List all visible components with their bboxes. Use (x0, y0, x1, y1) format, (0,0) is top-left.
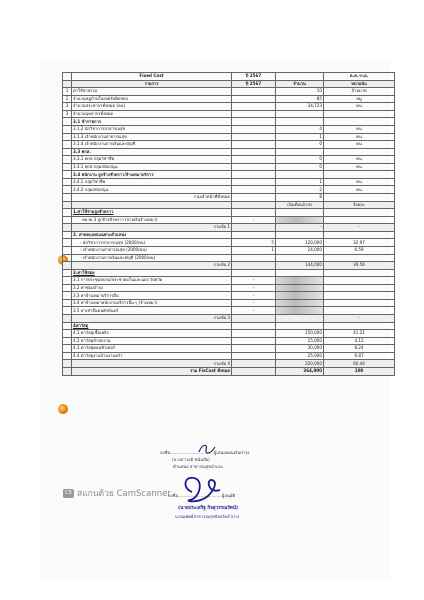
section2-item: - เจ้าพนักงานสาธารณสุข (2000/คน) (72, 246, 232, 254)
row-mid (232, 163, 276, 171)
row-unit: คน (324, 125, 395, 133)
section4-mid (232, 330, 276, 338)
section1-total-label: รวมข้อ 1 (72, 224, 232, 232)
row-item: 3.4.2 กลุ่มสนับสนุน (72, 186, 232, 194)
row-index: 2 (63, 95, 72, 103)
section4-item: 4.2 ค่าวัสดุสำนักงาน (72, 337, 232, 345)
section3-item: 3.1 การประชุมอบรม/ประชาคมในและนอก จังหวัด (72, 277, 232, 285)
row-index (63, 292, 72, 300)
redacted-amount (276, 292, 324, 300)
section4-unit: 41.21 (324, 330, 395, 338)
camscanner-text: สแกนด้วย CamScanner (77, 489, 171, 499)
section3-line (63, 307, 395, 315)
row-index (63, 194, 72, 202)
row-index (63, 337, 72, 345)
section2-item: - เจ้าพนักงานการเงินและบัญชี (2000/คน) (72, 254, 232, 262)
row-mid (232, 178, 276, 186)
section4-unit: 4.12 (324, 337, 395, 345)
row-unit: หมู่ (324, 95, 395, 103)
row-mid (232, 194, 276, 202)
section4-item: 4.4 ค่าวัสดุงานบ้านงานครัว (72, 352, 232, 360)
row-mid (232, 125, 276, 133)
row-index (63, 186, 72, 194)
signature-1-line: ลงชื่อ.................................ผู้เสนอแผนเงินบำรุง (160, 450, 250, 455)
section3-title-row (63, 269, 395, 277)
row-unit: คน (324, 156, 395, 164)
section4-total-unit: 60.44 (324, 360, 395, 368)
section2-line (63, 246, 395, 254)
summary-rows (63, 88, 395, 201)
section2-line (63, 239, 395, 247)
signature-1-position: ตำแหน่ง สาธารณสุขอำเภอ (173, 464, 223, 469)
table-row (63, 186, 395, 194)
column-header-item: รายการ (72, 80, 232, 88)
table-row (63, 118, 395, 126)
section3-total-amount (276, 315, 324, 323)
camscanner-logo-icon: CS (63, 489, 74, 498)
section3-item: 3.5 ค่าเช่าอื่นคนยักษ์นอร์ (72, 307, 232, 315)
row-amount: 10 (276, 88, 324, 96)
section1-mid: - (232, 216, 276, 224)
section4-line (63, 352, 395, 360)
row-item: 3.4 พนักงาน ลูกจ้างชั่วคราว/จ้างเหมาบริการ (72, 171, 232, 179)
table-row (63, 133, 395, 141)
row-index (63, 277, 72, 285)
row-index (63, 178, 72, 186)
section2-lines (63, 239, 395, 262)
section1-line (63, 216, 395, 224)
section4-total-amount: 220,000 (276, 360, 324, 368)
section3-mid: - (232, 292, 276, 300)
section1-title: 1.ค่าใช้จ่ายสูงชั่วคราว (72, 209, 232, 217)
row-mid (232, 88, 276, 96)
row-index (63, 254, 72, 262)
column-header-amount: จำนวน (276, 80, 324, 88)
section1-title-row (63, 209, 395, 217)
table-row (63, 156, 395, 164)
grand-total-label: รวม FixCost ทั้งหมด (72, 367, 232, 375)
grand-total-unit: 100 (324, 367, 395, 375)
row-unit: ล้านบาท (324, 88, 395, 96)
row-index (63, 133, 72, 141)
row-unit: คน (324, 163, 395, 171)
section3-mid: - (232, 307, 276, 315)
table-row (63, 148, 395, 156)
signature-2-position: นายแพทย์สาธารณสุขจังหวัดลำปาง (175, 514, 240, 519)
section2-unit: 6.59 (324, 246, 395, 254)
row-item: จำนวนประชากรทั้งหมด (คน) (72, 103, 232, 111)
section4-total-row (63, 360, 395, 368)
row-item: 3.1 ข้าราชการ (72, 118, 232, 126)
row-unit (324, 194, 395, 202)
row-index (63, 163, 72, 171)
row-index (63, 284, 72, 292)
row-index: 3 (63, 110, 72, 118)
row-amount: 85 (276, 95, 324, 103)
section4-line (63, 330, 395, 338)
row-item: 3.3 พกส. (72, 148, 232, 156)
row-index (63, 246, 72, 254)
signature-2-name: (นายประเสริฐ กิจสุวรรณรัตน์) (178, 506, 239, 511)
section3-unit (324, 277, 395, 285)
section4-line (63, 337, 395, 345)
section1-total-amount: - (276, 224, 324, 232)
section2-title: 2. ค่าตอบแทนเฉพาะตำแหน่ง (72, 231, 232, 239)
row-amount: 34,723 (276, 103, 324, 111)
section2-unit (324, 254, 395, 262)
row-unit: คน (324, 186, 395, 194)
section3-line (63, 292, 395, 300)
signature-2-line: ลงชื่อ.................................ผู้อนุมัติ (168, 493, 236, 498)
table-title: Fixed Cost (72, 73, 232, 81)
row-unit (324, 148, 395, 156)
row-index: 3 (63, 103, 72, 111)
row-amount: 8 (276, 194, 324, 202)
row-item: 3.3.1 พกส.กลุ่มสนับสนุน (72, 163, 232, 171)
table-row (63, 141, 395, 149)
section4-item: 4.3 ค่าวัสดุคอมพิวเตอร์ (72, 345, 232, 353)
row-index (63, 118, 72, 126)
section2-mid: 5 (232, 239, 276, 247)
section4-total-label: รวมข้อ 4 (72, 360, 232, 368)
row-index (63, 148, 72, 156)
table-row (63, 110, 395, 118)
row-mid (232, 110, 276, 118)
row-index (63, 352, 72, 360)
row-amount: 4 (276, 125, 324, 133)
section2-amount: 24,000 (276, 246, 324, 254)
table-row (63, 178, 395, 186)
section4-amount: 30,000 (276, 345, 324, 353)
table-row (63, 163, 395, 171)
section3-mid: - (232, 284, 276, 292)
camscanner-watermark (63, 486, 171, 500)
section3-unit (324, 299, 395, 307)
row-mid (232, 156, 276, 164)
section4-amount: 150,000 (276, 330, 324, 338)
table-row (63, 103, 395, 111)
row-index (63, 345, 72, 353)
section1-total-unit: - (324, 224, 395, 232)
row-mid (232, 171, 276, 179)
grand-total-amount: 364,000 (276, 367, 324, 375)
row-item: รวมเจ้าหน้าที่ทั้งหมด (72, 194, 232, 202)
row-item: จำนวนบุคลากรทั้งหมด (72, 110, 232, 118)
section4-line (63, 345, 395, 353)
section2-total-unit: 39.56 (324, 262, 395, 270)
section4-lines (63, 330, 395, 360)
row-item: ค่าใช้จ่ายรวม (72, 88, 232, 96)
row-unit: คน (324, 141, 395, 149)
table-row (63, 95, 395, 103)
section2-title-row (63, 231, 395, 239)
row-amount: 1 (276, 133, 324, 141)
section3-title: 3.ค่าใช้สอย (72, 269, 232, 277)
section4-mid (232, 352, 276, 360)
section4-title-row (63, 322, 395, 330)
signature-1-name: (นางสาวอธิ ชนันสัย) (172, 457, 210, 462)
row-item: 3.1.2 นักวิชาการสาธารณสุข (72, 125, 232, 133)
row-mid (232, 148, 276, 156)
row-amount: 2 (276, 186, 324, 194)
section3-line (63, 299, 395, 307)
row-item: 3.3.1 พกส.กลุ่มวิชาชีพ (72, 156, 232, 164)
row-index (63, 239, 72, 247)
redacted-amount (276, 277, 324, 285)
row-index: 1 (63, 88, 72, 96)
section2-total-row (63, 262, 395, 270)
unit-label: ต.ค.-ก.ย. (324, 73, 395, 81)
section3-unit (324, 292, 395, 300)
row-amount (276, 110, 324, 118)
column-header-unit: หน่วยนับ (324, 80, 395, 88)
row-unit: คน (324, 178, 395, 186)
row-unit (324, 110, 395, 118)
section1-item: หมวด 3 ลูกจ้างชั่วคราว (จ่ายเงินจ้างเหมา) (72, 216, 232, 224)
table-row (63, 194, 395, 202)
row-item: 3.4.1 กลุ่มวิชาชีพ (72, 178, 232, 186)
column-header-row (63, 80, 395, 88)
section-header-amount: เงินเดือน/บาท (276, 201, 324, 209)
section4-mid (232, 337, 276, 345)
year-label: ปี 2567 (232, 73, 276, 81)
row-amount (276, 171, 324, 179)
section3-item: 3.4 ค่าจ้างเหมาพนักงานบริการอื่น ๆ (จ้างเหมา) (72, 299, 232, 307)
table-row (63, 125, 395, 133)
redacted-amount (276, 307, 324, 315)
table-row (63, 171, 395, 179)
signature-2-scribble (178, 470, 228, 508)
section-header-row (63, 201, 395, 209)
section1-total-row (63, 224, 395, 232)
section2-amount (276, 254, 324, 262)
section3-line (63, 284, 395, 292)
section4-item: 4.1 ค่าวัสดุเชื้อเพลิง (72, 330, 232, 338)
row-unit: คน (324, 133, 395, 141)
row-unit (324, 171, 395, 179)
row-mid (232, 186, 276, 194)
section2-amount: 120,000 (276, 239, 324, 247)
section3-mid: - (232, 277, 276, 285)
row-index (63, 125, 72, 133)
row-mid (232, 133, 276, 141)
punch-hole-decoration (58, 404, 68, 414)
table-row (63, 88, 395, 96)
section4-unit: 8.24 (324, 345, 395, 353)
row-amount: 0 (276, 141, 324, 149)
row-unit: คน (324, 103, 395, 111)
section3-total-unit: - (324, 315, 395, 323)
redacted-amount (276, 299, 324, 307)
row-index (63, 171, 72, 179)
row-amount: 0 (276, 156, 324, 164)
row-mid (232, 118, 276, 126)
row-amount (276, 148, 324, 156)
section3-line (63, 277, 395, 285)
section2-mid (232, 254, 276, 262)
row-index (63, 156, 72, 164)
section3-item: 3.2 ค่าซ่อมบำรุง (72, 284, 232, 292)
section3-mid: - (232, 299, 276, 307)
section3-total-label: รวมข้อ 3 (72, 315, 232, 323)
section2-unit: 32.97 (324, 239, 395, 247)
section2-mid: 1 (232, 246, 276, 254)
section4-unit: 6.87 (324, 352, 395, 360)
row-amount: 0 (276, 163, 324, 171)
section3-lines (63, 277, 395, 315)
row-item: 3.1.3 เจ้าพนักงานสาธารณสุข (72, 133, 232, 141)
grand-total-row (63, 367, 395, 375)
row-index (63, 299, 72, 307)
section-header-unit: ร้อยละ (324, 201, 395, 209)
section4-amount: 15,000 (276, 337, 324, 345)
row-mid (232, 95, 276, 103)
section2-line (63, 254, 395, 262)
section2-total-label: รวมข้อ 2 (72, 262, 232, 270)
row-item: จำนวนหมู่บ้านในเขตรับผิดชอบ (72, 95, 232, 103)
section4-amount: 25,000 (276, 352, 324, 360)
row-index (63, 141, 72, 149)
row-index (63, 330, 72, 338)
section3-unit (324, 284, 395, 292)
row-mid (232, 141, 276, 149)
section4-mid (232, 345, 276, 353)
section3-total-row (63, 315, 395, 323)
section3-item: 3.3 ค่าจ้างเหมาบริการอื่น (72, 292, 232, 300)
row-index (63, 307, 72, 315)
table-title-row (63, 73, 395, 81)
row-amount (276, 118, 324, 126)
section4-title: 4ค่าวัสดุ (72, 322, 232, 330)
row-amount: 1 (276, 178, 324, 186)
section3-unit (324, 307, 395, 315)
section2-item: - นักวิชาการสาธารณสุข (2000/คน) (72, 239, 232, 247)
column-header-qty: ปี 2567 (232, 80, 276, 88)
row-unit (324, 118, 395, 126)
fixed-cost-table (62, 72, 395, 376)
row-item: 3.1.4 เจ้าพนักงานการเงินและบัญชี (72, 141, 232, 149)
redacted-amount (276, 284, 324, 292)
section2-total-amount: 144,000 (276, 262, 324, 270)
row-mid (232, 103, 276, 111)
